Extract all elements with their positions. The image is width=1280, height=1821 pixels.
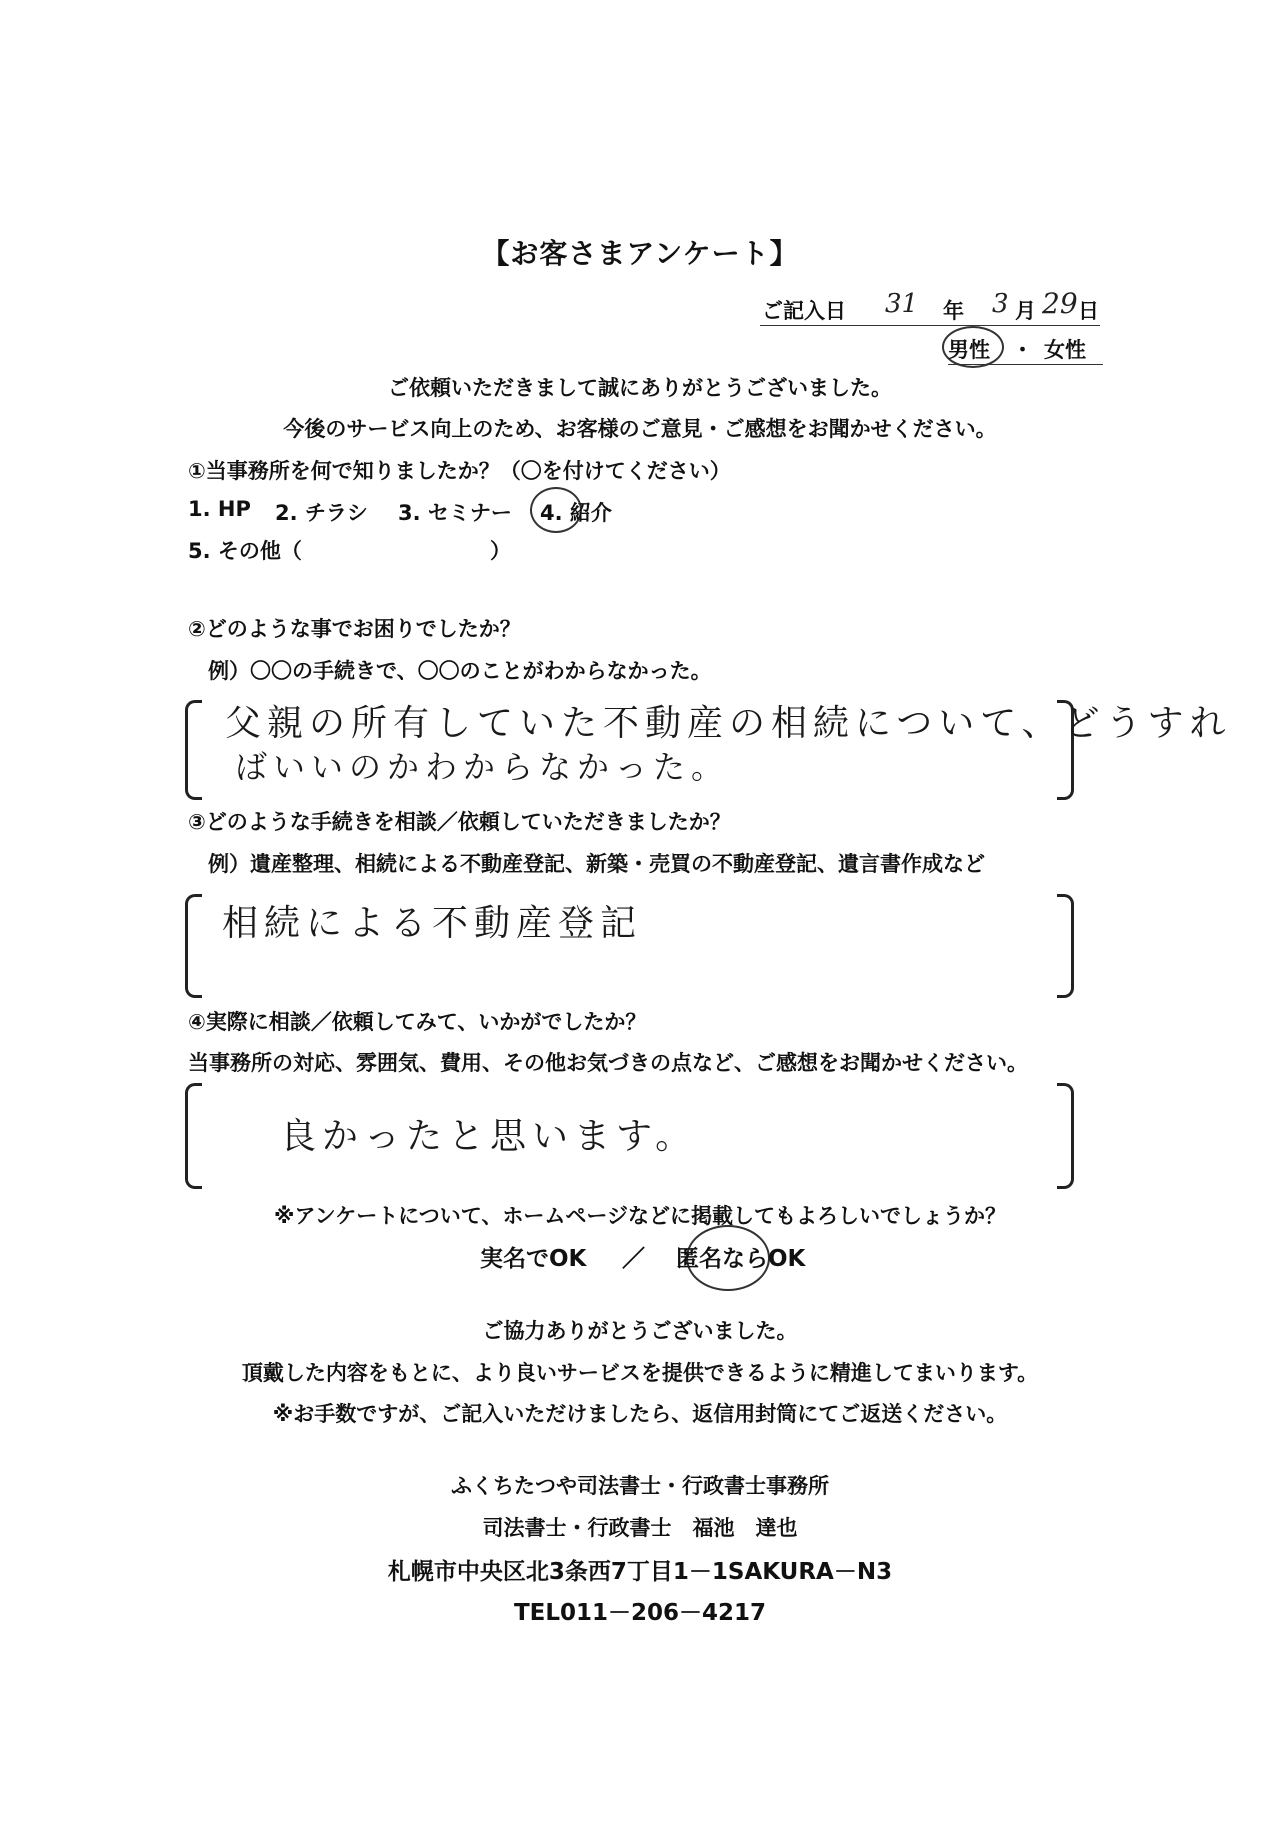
- q3-bracket-right: [1057, 894, 1074, 998]
- publish-option-real-name[interactable]: 実名でOK: [480, 1246, 587, 1272]
- closing-line-3: ※お手数ですが、ご記入いただけましたら、返信用封筒にてご返送ください。: [272, 1402, 1008, 1426]
- entry-year-unit: 年: [943, 299, 964, 323]
- q1-question: ①当事務所を何で知りましたか？（〇を付けてください）: [188, 459, 731, 483]
- q2-answer-line-1[interactable]: 父親の所有していた不動産の相続について、どうすれ: [225, 703, 1232, 744]
- office-phone: TEL011－206－4217: [513, 1600, 767, 1626]
- gender-female[interactable]: 女性: [1044, 338, 1086, 362]
- closing-line-1: ご協力ありがとうございました。: [482, 1319, 798, 1343]
- q3-bracket-left: [185, 894, 202, 998]
- gender-male[interactable]: 男性: [948, 338, 990, 362]
- q1-option-5[interactable]: 5. その他（: [188, 539, 302, 563]
- office-address: 札幌市中央区北3条西7丁目1－1SAKURA－N3: [387, 1559, 893, 1585]
- entry-month-unit: 月: [1015, 299, 1036, 323]
- entry-date-label: ご記入日: [762, 299, 846, 323]
- closing-line-2: 頂戴した内容をもとに、より良いサービスを提供できるように精進してまいります。: [241, 1361, 1039, 1385]
- q2-bracket-left: [185, 700, 202, 800]
- intro-line-1: ご依頼いただきまして誠にありがとうございました。: [388, 376, 892, 400]
- q4-question: ④実際に相談／依頼してみて、いかがでしたか？: [188, 1010, 647, 1034]
- publish-question: ※アンケートについて、ホームページなどに掲載してもよろしいでしょうか？: [274, 1204, 1006, 1228]
- q2-answer-line-2[interactable]: ばいいのかわからなかった。: [235, 748, 730, 786]
- entry-day-value[interactable]: 29: [1042, 287, 1078, 320]
- office-name: ふくちたつや司法書士・行政書士事務所: [451, 1474, 829, 1498]
- gender-row: [948, 332, 1103, 365]
- q3-answer[interactable]: 相続による不動産登記: [222, 903, 643, 944]
- entry-date-row: [760, 287, 1100, 326]
- q1-option-5-close: ）: [490, 539, 511, 563]
- q4-bracket-right: [1057, 1083, 1074, 1189]
- publish-slash: ／: [622, 1246, 645, 1272]
- q4-answer[interactable]: 良かったと思います。: [280, 1116, 698, 1157]
- entry-day-unit: 日: [1078, 299, 1099, 323]
- gender-separator: ・: [1012, 338, 1033, 362]
- entry-year-value[interactable]: 31: [885, 289, 919, 319]
- entry-month-value[interactable]: 3: [992, 289, 1009, 319]
- q2-example: 例）〇〇の手続きで、〇〇のことがわからなかった。: [208, 659, 712, 683]
- q1-option-3[interactable]: 3. セミナー: [398, 501, 512, 525]
- q2-question: ②どのような事でお困りでしたか？: [188, 617, 521, 641]
- q4-bracket-left: [185, 1083, 202, 1189]
- q1-option-2[interactable]: 2. チラシ: [275, 501, 368, 525]
- q3-example: 例）遺産整理、相続による不動産登記、新築・売買の不動産登記、遺言書作成など: [208, 852, 985, 876]
- publish-option-anonymous[interactable]: 匿名ならOK: [676, 1246, 806, 1272]
- office-representative: 司法書士・行政書士 福池 達也: [482, 1516, 798, 1540]
- q4-subtext: 当事務所の対応、雰囲気、費用、その他お気づきの点など、ご感想をお聞かせください。: [188, 1051, 1028, 1075]
- intro-line-2: 今後のサービス向上のため、お客様のご意見・ご感想をお聞かせください。: [283, 417, 997, 441]
- q1-option-4[interactable]: 4. 紹介: [540, 501, 612, 525]
- survey-title: 【お客さまアンケート】: [481, 237, 799, 270]
- q1-option-1[interactable]: 1. HP: [188, 497, 251, 521]
- q3-question: ③どのような手続きを相談／依頼していただきましたか？: [188, 810, 731, 834]
